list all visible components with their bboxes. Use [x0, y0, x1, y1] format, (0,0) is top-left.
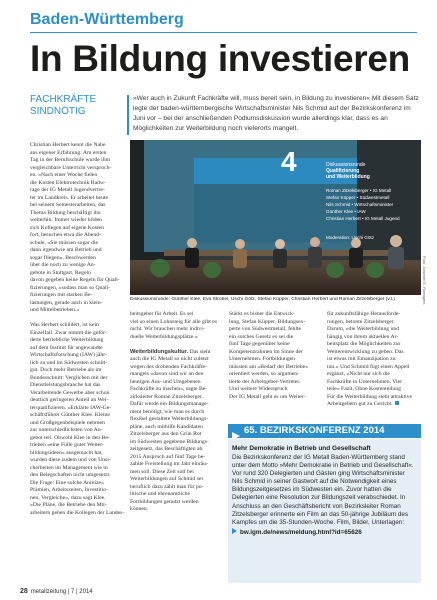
article-line: im Südwesten gegebene Bildungs- [130, 438, 209, 445]
article-line: wurden diese zudem und von Unsi- [30, 457, 111, 463]
screen-speaker: Christian Herbert • IG Metall Jugend [326, 216, 400, 221]
screen-title-line: Diskussionsrunde [326, 162, 366, 168]
article-line: Christian Herbert kennt die Nahe [30, 142, 106, 148]
article-line: beitsgeber für Arbeit. Es sei [130, 311, 194, 317]
article-line: über die noch zu wenige An- [30, 262, 96, 268]
article-line: ein solches Gesetz es sei die [229, 333, 294, 340]
article-line: bei seinem Semesterarbeiten, das [30, 202, 106, 208]
article-line [30, 315, 125, 323]
screen-title-line: Qualifizierung [326, 168, 360, 174]
article-line: zahlte Freistellung im Jahr einräu- [130, 461, 209, 467]
article-column-2 [130, 311, 222, 511]
article-line: Weiterentwicklung zu geben. Das [327, 348, 404, 355]
article-line: auch die IG Metall so nicht zuletzt [130, 356, 209, 362]
photo-caption: Diskussionsrunde: Günther Klee, Eva Strobel, Uschi Götz, Stefan Küpper, Christian Herbert und Roman Zitzelsberger (v.l.) [130, 297, 395, 302]
article-line: gebot teil. Obwohl Klee in den Be- [30, 434, 110, 441]
article-line: wegen des drohenden Fachkräfte- [130, 363, 207, 370]
page-folio [20, 588, 93, 595]
article-line: und Großgegenbeispiele nehmen [30, 419, 105, 426]
article-line: zirksleiter Roman Zitzelsberger. [130, 393, 204, 400]
article-line: fort, besuchen etwa die Abend- [30, 232, 101, 238]
kicker-line-2: SINDNÖTIG [30, 106, 86, 117]
article-line: viel so einen Lohnsteig für alle gibt es [130, 318, 218, 325]
article-line: nicht. Wir brauchen mehr indivi- [130, 326, 205, 332]
screen-moderation: Moderation: Uschi Götz [326, 235, 374, 240]
article-line: perte von Südwestmetall, fehlte [229, 326, 302, 332]
article-line: heutigen Aus- und Umgebenen [130, 378, 201, 385]
article-line: rage der IG Metall Jugendvertre- [30, 187, 105, 193]
article-line: ter im Landkreis. Er arbeitet heute [30, 194, 109, 201]
article-line: dann irgendwie am Betrieb und [30, 247, 102, 253]
article-line: Stärkt es bisher die Entwick- [229, 311, 295, 317]
article-line: hängig von ihrem aktuellen Ar- [327, 333, 399, 340]
article-line: schule, »Sie müssen sogar die [30, 239, 99, 246]
screen-speaker: Günther Klee • IAW [326, 209, 366, 214]
article-line: terqualifizieren. »Erklärte IAW-Ge- [30, 404, 112, 411]
article-line: Fachkräfte in Unternehmen. Vier [327, 378, 403, 385]
article-line: orientiert werden, so argumen- [229, 371, 300, 377]
article-line: beitsplatz die Möglichkeiten zur [327, 341, 401, 347]
article-line: sich Kollegen auf eigene Kosten [30, 224, 104, 231]
screen-speaker: Roman Zitzelsberger • IG Metall [326, 188, 392, 193]
article-line: derte betriebliche Weiterbildung [30, 337, 104, 343]
arrow-right-icon [232, 427, 240, 435]
article-line: den Belegschaften nicht umgesetzt. [30, 472, 111, 478]
article-column-4 [327, 311, 421, 421]
article-line: Und weitere Widerspruch [229, 386, 288, 392]
publication-issue: metallzeitung | 7 | 2014 [30, 589, 93, 595]
article-line: Zitzelsberger aus den Grün Rot [130, 431, 202, 437]
article-line [130, 341, 222, 349]
article-line: sogar fliegen«, Beschwerden [30, 254, 96, 261]
article-line: gut. Doch mehr Betriebe als im [30, 367, 102, 373]
section-tag: Baden-Württemberg [30, 11, 184, 28]
page-number: 28 [20, 588, 28, 595]
photo-credit-text: Foto: Joachim E. Roettgers [422, 256, 427, 305]
article-line: Bundesschnitt: Verglichen mit der [30, 374, 108, 381]
intro-accent-bar [127, 95, 129, 135]
article-line: schäftsführer Günther Klee. Kleine [30, 412, 110, 418]
article-line: flexibel gestaltete Weiterbildungs- [130, 416, 209, 422]
article-end-mark [395, 401, 399, 405]
info-box-link-text[interactable]: bw.igm.de/news/meldung.html?id=65626 [240, 528, 362, 536]
article-line: Verarbeitende Gewerbe aber schon [30, 389, 110, 396]
info-box-text: Die Bezirkskonferenz der IG Metall Baden-Württemberg stand unter dem Motto »Mehr Demokratie in Betrieb und Gesellschaft«. Vor rund 320 Delegierten und Gästen ging Wirtschaftsminister Nils Schmid in seiner Gastwort auf die Notwendigkeit eines Bildungszeitgesetzes im Südwesten ein. Zuvor hatten die Delegierten eine Resolution zur Bildungszeit verabschiedet. In Anschluss an den Geschäftsbericht von Bezirksleiter Roman Zitzelsberger erinnerte ein Film an das 50-jährige Jubiläum des Kampfes um die 35-Stunden-Woche. Film, Bilder, Unterlagen: [232, 454, 414, 526]
article-line: arbeitern geben die Kollegen der Landes- [30, 509, 125, 516]
photo-credit [421, 256, 428, 305]
article-line: bildungsideen« ausgemacht hat, [30, 449, 103, 456]
screen-speaker: Nils Schmid • Wirtschaftsminister [326, 202, 394, 207]
article-line: auf dem Institut für angewandte [30, 344, 103, 351]
article-line: Der IG Metall geht es um Weiter- [229, 393, 306, 400]
article-line: beruflich dazu zählt man für po- [130, 483, 204, 490]
info-box-subhead: Mehr Demokratie in Betrieb und Gesellschaft [232, 445, 371, 452]
article-line: Fortbildungen genutzt werden [130, 498, 199, 505]
article-line: aus eigener Erfahrung: Am ersten [30, 149, 107, 156]
screen-title [326, 162, 370, 180]
article-line: davon gegeben keine Regeln für Quali- [30, 277, 120, 283]
article-line: ergänzt, »Nicht nur sich die [327, 371, 390, 377]
article-line: weiterhin. Immer wieder bilden [30, 217, 103, 223]
article-line: cherheiten im Management wie in [30, 464, 108, 471]
article-line: duelle Weiterbildungsplätze.« [130, 333, 198, 340]
article-line: müssten am »Bedarf der Betriebe« [229, 363, 308, 370]
article-line: Fachkräfte zu machen«, sagte Be- [130, 386, 208, 392]
article-column-3 [229, 311, 321, 421]
article-line: men soll. Diese Zeit soll bei [130, 468, 194, 475]
article-line: tierte der Arbeitgeber-Vertreter. [229, 378, 301, 385]
article-line: en. »Nach einer Woche fielen [30, 172, 98, 178]
panel-photo [130, 140, 421, 295]
screen-title-line: und Weiterbildung [326, 174, 370, 180]
article-line: teile« Fazit, Ohne Kostenteilung [327, 386, 401, 392]
article-line: fizierungen, »sodass man so Quali- [30, 284, 111, 291]
article-line: Tag in der Berufsschule wurde ihm [30, 157, 110, 163]
article-line: Einzelfall. Zwar nimmt die geför- [30, 329, 107, 336]
article-line: mangels »davon sind wir an den [130, 371, 204, 377]
screen-speaker: Stefan Küpper • Südwestmetall [326, 195, 390, 200]
screen-speaker-list [326, 187, 400, 222]
article-column-1 [30, 142, 125, 585]
article-line: Weiterbildungen auf Schmid sei [130, 476, 203, 482]
article-line: lastungen, gerade auch in klein- [30, 299, 103, 306]
article-line: die Kosten Elektrotechnik Badw- [30, 179, 106, 186]
article-line: nen, Vergleiche«, dazu sagt Klee. [30, 494, 106, 501]
article-line: rungen, betonte Zitzelsberger. [327, 318, 395, 325]
article-line: zeitgesetz, das Beschäftigten ab [130, 446, 203, 452]
article-line: Arbeitgebern gut zu Gesicht. [327, 401, 421, 409]
article-line: gebote in Stuttgart, Regeln [30, 269, 91, 276]
article-line: Dienstleistungsbranche hat das [30, 382, 101, 388]
article-line: fizierungen mit starken Be- [30, 292, 93, 298]
section-rule [30, 32, 417, 33]
article-line: Prämien, Arbeitszeiten, Investitio- [30, 487, 109, 493]
article-line: ist etwas mit Emanzipation zu [327, 356, 396, 362]
intro-text: »Wer auch in Zukunft Fachkräfte will, muss bereit sein, in Bildung zu investieren« Mit diesem Satz legte der baden-württembergische Wirtschaftsminister Nils Schmid auf der Bezirkskonferenz im Juni vor – bei der anschließenden Podiumsdiskussion wurde allerdings klar, dass es an Möglichkeiten zur Weiterbildung noch vielerorts mangelt. [133, 95, 419, 132]
link-arrow-icon [232, 528, 237, 534]
article-line: 2015 Anspruch auf fünf Tage be- [130, 453, 206, 460]
article-line: vergleichbare Unterricht versproch- [30, 164, 112, 171]
article-line: zur unterschiedlichsten von An- [30, 427, 103, 433]
info-box-title: 65. BEZIRKSKONFERENZ 2014 [244, 425, 385, 436]
article-line: für zukunftsfähige Herausforde- [327, 311, 401, 317]
article-line: fünf Tage gegenüber keine [229, 341, 290, 347]
article-line: Für die Weiterbildung steht attraktive [327, 393, 413, 400]
article-line: Dafür werde ein Bildungsmanage- [130, 401, 209, 407]
article-line: können. [130, 506, 149, 511]
article-line: Darum, »die Weiterbildung und [327, 326, 400, 332]
article-line: Die Frage: Eine solche Anreize» [30, 479, 104, 486]
article-line: Kompetenzrahmen im Sinne der [229, 348, 303, 355]
screen-number: 4 [281, 146, 297, 177]
article-line: Was Herbert schildert, ist kein [30, 322, 99, 328]
article-line: Unternehmen. Fortbildungen [229, 356, 296, 362]
kicker [30, 94, 125, 118]
article-line: ment benötigt, wie man es durch [130, 408, 205, 415]
article-line: lung, Stefan Küpper, Bildungsex- [229, 318, 306, 325]
article-line: Weiterbildungskultur. Das sieht [130, 348, 211, 355]
info-box-link[interactable] [232, 528, 417, 537]
article-line: deutlich geringeren Anteil an Wei- [30, 397, 109, 403]
headline: In Bildung investieren [30, 38, 410, 79]
article-line: lich zu und im Südwesten schnitt- [30, 359, 108, 366]
article-line: litische und ehrenamtliche [130, 491, 191, 497]
article-line: trieben »eine Fülle guter Weiter- [30, 442, 104, 448]
article-line: Wirtschaftsforschung (IAW) jähr- [30, 352, 107, 358]
article-line: Thema Bildung beschäftigt ihn [30, 209, 101, 216]
kicker-line-1: FACHKRÄFTE [30, 94, 97, 105]
info-box-body [228, 439, 421, 583]
article-line: tun.« Und Schmid fügt einen Appell [327, 363, 410, 370]
article-line: »Die Pläne, die Betriebe den Mit- [30, 502, 107, 508]
article-line: und Mittelbetrieben.« [30, 307, 80, 313]
article-line: pläne, auch mithilfe Kandidaten [130, 423, 203, 430]
